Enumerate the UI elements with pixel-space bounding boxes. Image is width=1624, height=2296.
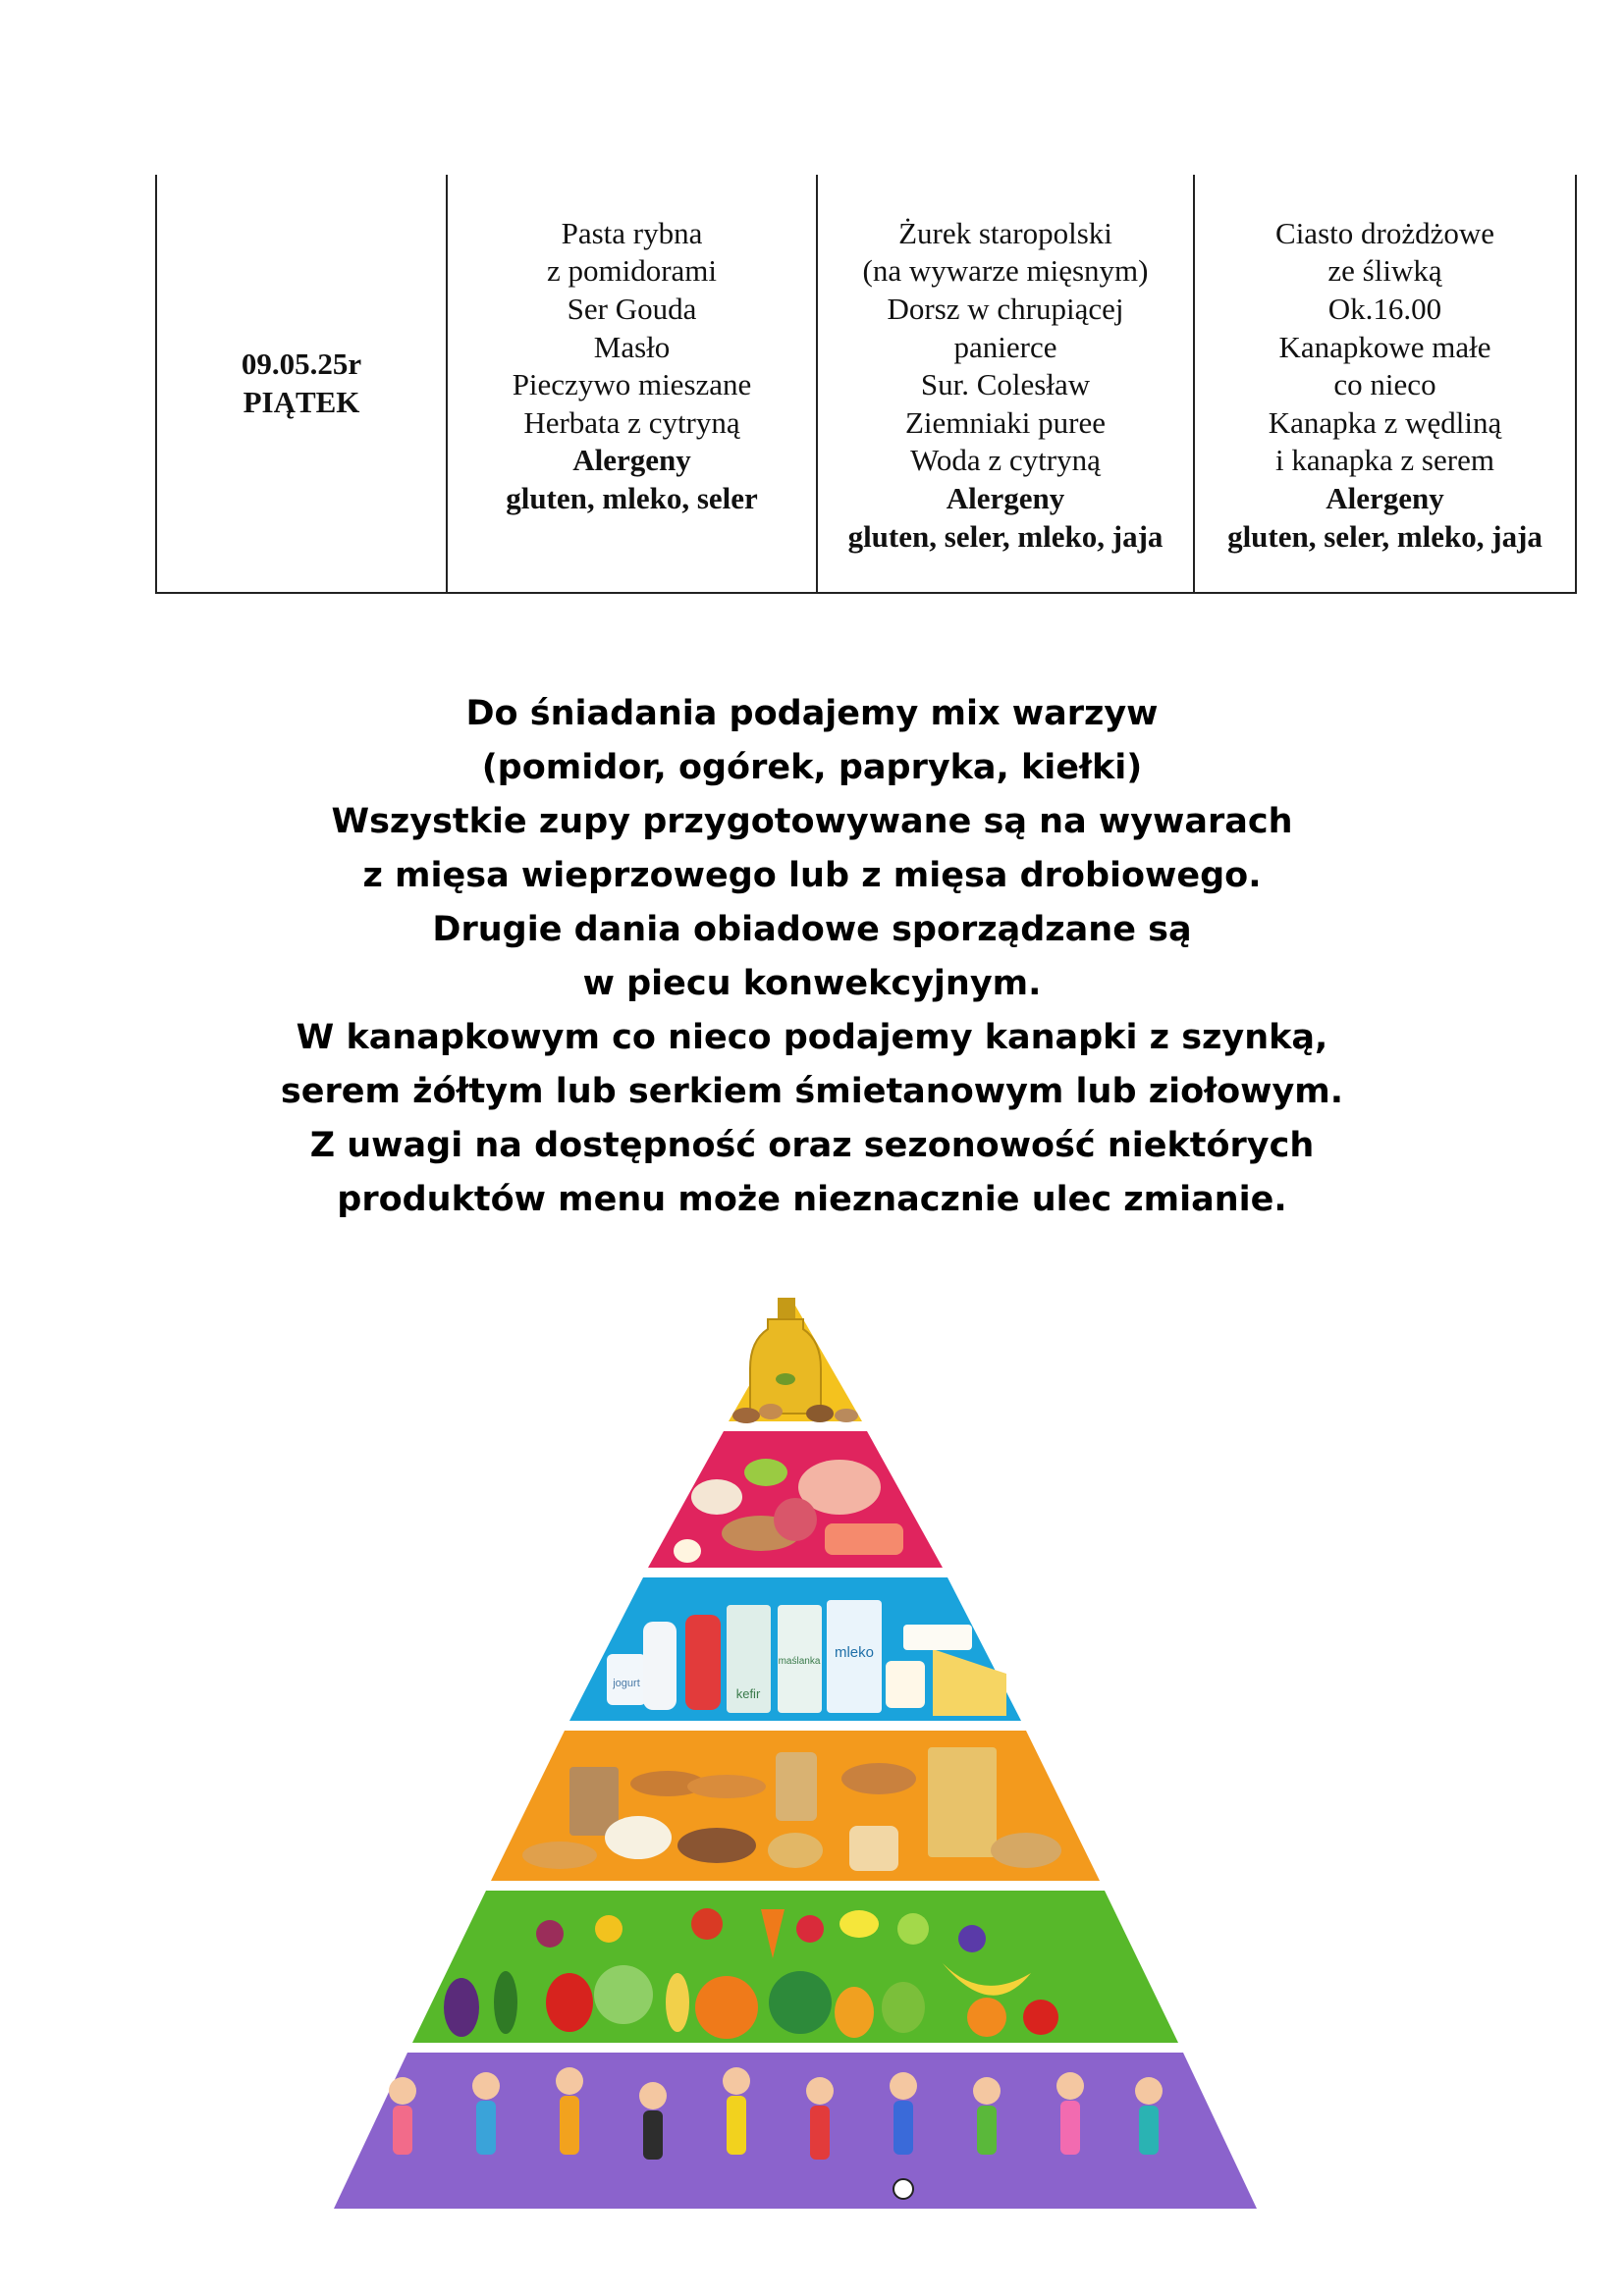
snack-item: Ciasto drożdżowe xyxy=(1275,215,1494,250)
croissant-icon xyxy=(522,1842,597,1869)
menu-weekday: PIĄTEK xyxy=(243,384,360,419)
pyramid-tier-dairy xyxy=(569,1577,1021,1721)
tomato-icon xyxy=(1023,2000,1058,2035)
note-line: produktów menu może nieznacznie ulec zmianie. xyxy=(337,1180,1287,1219)
lunch-item: Woda z cytryną xyxy=(910,443,1101,478)
pasta-icon xyxy=(776,1752,817,1821)
rice-bowl-icon xyxy=(605,1816,672,1859)
pyramid-tier-meat xyxy=(648,1431,943,1568)
butter-icon xyxy=(903,1625,972,1650)
breakfast-item: z pomidorami xyxy=(546,253,718,289)
snack-item: co nieco xyxy=(1333,367,1436,402)
pear-icon xyxy=(835,1987,874,2038)
kiwi-icon xyxy=(897,1913,929,1945)
pumpkin-icon xyxy=(695,1976,758,2039)
note-line: W kanapkowym co nieco podajemy kanapki z szynką, xyxy=(296,1018,1328,1057)
watermelon-icon xyxy=(769,1971,832,2034)
cucumber-icon xyxy=(494,1971,517,2034)
snack-item: Kanapkowe małe xyxy=(1278,329,1491,364)
note-line: Do śniadania podajemy mix warzyw xyxy=(465,694,1159,733)
milk-bottle-icon xyxy=(643,1622,677,1710)
corn-icon xyxy=(666,1973,689,2032)
breakfast-item: Ser Gouda xyxy=(567,292,697,327)
nuts-icon xyxy=(732,1408,760,1423)
eggplant-icon xyxy=(444,1978,479,2037)
pyramid-tier-activity xyxy=(334,2053,1257,2209)
date-cell xyxy=(156,175,447,593)
bread-loaf-icon xyxy=(687,1775,766,1798)
yellow-pepper-icon xyxy=(595,1915,623,1943)
salmon-icon xyxy=(825,1523,903,1555)
beans-icon xyxy=(691,1479,742,1515)
pyramid-tier-vegetables xyxy=(412,1891,1178,2043)
milk-label: mleko xyxy=(834,1644,875,1661)
note-line: Wszystkie zupy przygotowywane są na wywarach xyxy=(331,802,1293,841)
breakfast-allergen-label: Alergeny xyxy=(572,443,691,478)
rye-bread-icon xyxy=(841,1763,916,1794)
menu-row xyxy=(156,175,1576,593)
breakfast-item: Herbata z cytryną xyxy=(523,404,740,440)
beetroot-icon xyxy=(536,1920,564,1948)
tomato-small-icon xyxy=(691,1908,723,1940)
snack-item: ze śliwką xyxy=(1327,253,1442,289)
menu-date: 09.05.25r xyxy=(241,346,362,381)
lunch-item: Żurek staropolski xyxy=(898,215,1112,250)
ham-icon xyxy=(774,1498,817,1541)
seeds-icon xyxy=(835,1409,858,1422)
breakfast-item: Pasta rybna xyxy=(561,215,703,250)
lunch-item: Ziemniaki puree xyxy=(905,404,1106,440)
wholegrain-bread-icon xyxy=(677,1828,756,1863)
egg-icon xyxy=(674,1539,701,1563)
ball-icon xyxy=(893,2179,913,2199)
crackers-icon xyxy=(991,1833,1061,1868)
breakfast-item: Masło xyxy=(593,329,671,364)
breakfast-cell xyxy=(447,175,817,593)
apple-icon xyxy=(882,1982,925,2033)
pepper-icon xyxy=(546,1973,593,2032)
snack-allergens: gluten, seler, mleko, jaja xyxy=(1227,518,1543,554)
orange-icon xyxy=(967,1998,1006,2037)
note-line: (pomidor, ogórek, papryka, kiełki) xyxy=(481,748,1143,787)
snack-allergen-label: Alergeny xyxy=(1326,480,1444,515)
menu-table xyxy=(155,175,1577,594)
strawberry-icon xyxy=(796,1915,824,1943)
drink-bottle-icon xyxy=(685,1615,721,1710)
snack-item: Ok.16.00 xyxy=(1327,292,1442,327)
food-pyramid-image xyxy=(265,1276,1326,2258)
lunch-item: Dorsz w chrupiącej xyxy=(887,292,1124,327)
grapes-icon xyxy=(958,1925,986,1952)
lemon-icon xyxy=(839,1910,879,1938)
lunch-cell xyxy=(817,175,1194,593)
potato-icon xyxy=(768,1833,823,1868)
note-line: serem żółtym lub serkiem śmietanowym lub ziołowym. xyxy=(280,1072,1344,1111)
olive-leaf-icon xyxy=(776,1373,795,1385)
walnut-icon xyxy=(806,1405,834,1422)
note-line: w piecu konwekcyjnym. xyxy=(582,964,1042,1003)
lunch-item: Sur. Colesław xyxy=(920,367,1091,402)
snack-item: Kanapka z wędliną xyxy=(1268,404,1502,440)
jogurt-label: jogurt xyxy=(613,1678,640,1689)
cabbage-icon xyxy=(594,1965,653,2024)
pyramid-tier-grains xyxy=(491,1731,1100,1881)
menu-notes xyxy=(0,687,1624,1227)
snack-item: i kanapka z serem xyxy=(1275,443,1494,478)
breakfast-item: Pieczywo mieszane xyxy=(512,367,752,402)
snack-cell xyxy=(1194,175,1576,593)
almond-icon xyxy=(759,1404,783,1419)
lunch-item: panierce xyxy=(953,329,1057,364)
toast-icon xyxy=(849,1826,898,1871)
note-line: Z uwagi na dostępność oraz sezonowość niektórych xyxy=(309,1126,1315,1165)
peas-icon xyxy=(744,1459,787,1486)
spaghetti-icon xyxy=(928,1747,997,1857)
breakfast-allergens: gluten, mleko, seler xyxy=(506,480,758,515)
cottage-cheese-icon xyxy=(886,1661,925,1708)
kefir-label: kefir xyxy=(735,1686,761,1701)
lunch-item: (na wywarze mięsnym) xyxy=(862,253,1149,289)
note-line: Drugie dania obiadowe sporządzane są xyxy=(432,910,1192,949)
oil-bottle-cap-icon xyxy=(778,1298,795,1319)
lunch-allergens: gluten, seler, mleko, jaja xyxy=(847,518,1164,554)
note-line: z mięsa wieprzowego lub z mięsa drobiowego. xyxy=(362,856,1262,895)
pyramid-tier-oils xyxy=(729,1298,862,1423)
maslanka-label: maślanka xyxy=(778,1656,821,1667)
lunch-allergen-label: Alergeny xyxy=(946,480,1065,515)
